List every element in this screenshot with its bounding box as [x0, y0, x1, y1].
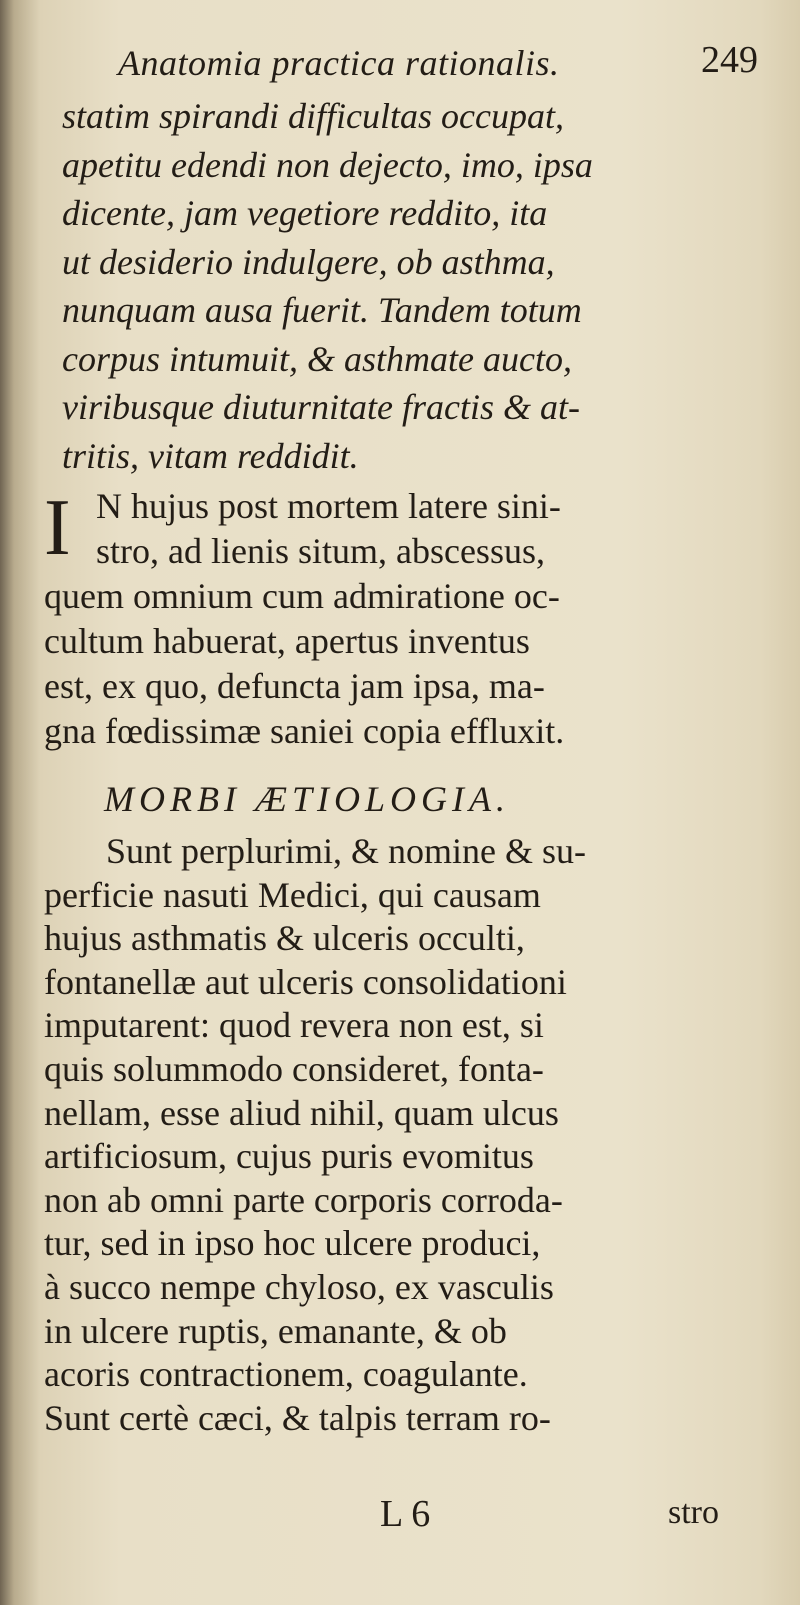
signature-mark: L 6 — [380, 1493, 431, 1535]
text-line: non ab omni parte corporis corroda- — [44, 1179, 563, 1220]
text-line: hujus asthmatis & ulceris occulti, — [44, 918, 525, 959]
italic-paragraph — [62, 92, 752, 480]
drop-cap: I — [44, 484, 71, 572]
section-heading: MORBI ÆTIOLOGIA. — [104, 779, 510, 819]
text-line: nunquam ausa fuerit. Tandem totum — [62, 290, 582, 330]
text-line: Sunt perplurimi, & nomine & su- — [106, 831, 586, 871]
text-line: viribusque diuturnitate fractis & at- — [62, 387, 580, 427]
text-line: fontanellæ aut ulceris consolidationi — [44, 961, 567, 1002]
paragraph-three — [44, 830, 756, 1440]
text-line: stro, ad lienis situm, abscessus, — [96, 531, 545, 571]
text-line: tur, sed in ipso hoc ulcere produci, — [44, 1223, 541, 1264]
paragraph-two — [44, 484, 754, 754]
page-header — [118, 38, 758, 88]
text-line: artificiosum, cujus puris evomitus — [44, 1136, 534, 1177]
text-line: apetitu edendi non dejecto, imo, ipsa — [62, 144, 593, 185]
text-line: statim spirandi difficultas occupat, — [62, 96, 564, 136]
text-line: imputarent: quod revera non est, si — [44, 1005, 544, 1046]
text-line: est, ex quo, defuncta jam ipsa, ma- — [44, 666, 545, 706]
text-line: N hujus post mortem latere sini- — [96, 486, 561, 526]
text-line: quis solummodo consideret, fonta- — [44, 1048, 544, 1089]
text-line: quem omnium cum admiratione oc- — [44, 576, 560, 616]
text-line: gna fœdissimæ saniei copia effluxit. — [44, 711, 565, 751]
text-line: acoris contractionem, coagulante. — [44, 1354, 528, 1395]
text-line: ut desiderio indulgere, ob asthma, — [62, 241, 555, 282]
catchword: stro — [668, 1494, 719, 1531]
text-line: cultum habuerat, apertus inventus — [44, 621, 530, 661]
text-line: nellam, esse aliud nihil, quam ulcus — [44, 1092, 559, 1133]
text-line: dicente, jam vegetiore reddito, ita — [62, 193, 548, 233]
text-line: corpus intumuit, & asthmate aucto, — [62, 338, 572, 379]
running-title: Anatomia practica rationalis. — [118, 43, 560, 83]
text-line: Sunt certè cæci, & talpis terram ro- — [44, 1397, 551, 1438]
page-number: 249 — [701, 39, 758, 81]
text-line: perficie nasuti Medici, qui causam — [44, 874, 541, 915]
text-line: in ulcere ruptis, emanante, & ob — [44, 1310, 507, 1351]
text-line: tritis, vitam reddidit. — [62, 435, 359, 476]
text-line: à succo nempe chyloso, ex vasculis — [44, 1266, 554, 1307]
